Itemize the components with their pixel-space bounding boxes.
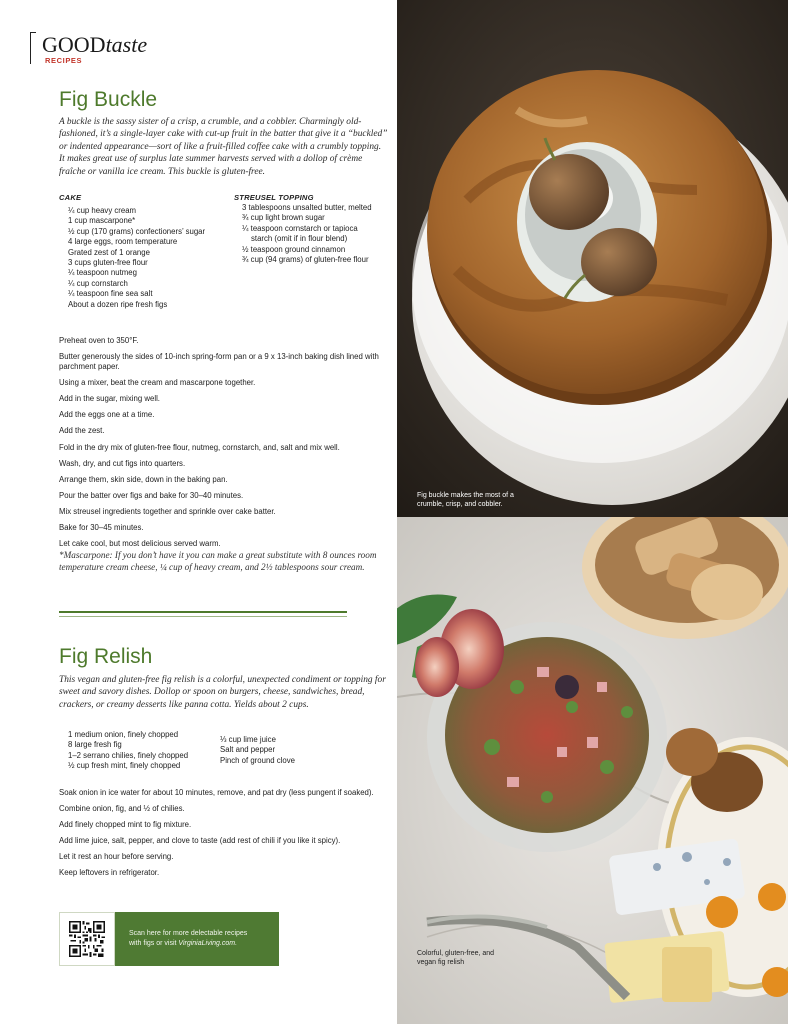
streusel-heading: STREUSEL TOPPING <box>234 193 314 202</box>
method-step: Soak onion in ice water for about 10 minutes, remove, and pat dry (less pungent if soaked). <box>59 788 374 797</box>
fig-buckle-illustration <box>397 0 788 517</box>
fig-relish-illustration <box>397 517 788 1024</box>
ingredient-item: ⅓ cup lime juice <box>220 735 276 744</box>
relish-ingredient-list-left <box>68 730 188 772</box>
method-step: Bake for 30–45 minutes. <box>59 523 144 533</box>
method-step: Keep leftovers in refrigerator. <box>59 868 160 878</box>
promo-text[interactable] <box>129 929 269 949</box>
relish-method <box>59 788 389 885</box>
ingredient-item: 3 cups gluten-free flour <box>68 258 148 268</box>
cake-heading: CAKE <box>59 193 82 202</box>
ingredient-item: ¼ teaspoon cornstarch or tapioca <box>242 223 358 233</box>
brand-upper: GOOD <box>42 32 106 57</box>
relish-title: Fig Relish <box>59 645 153 668</box>
promo-website-link[interactable]: VirginiaLiving.com. <box>178 940 238 947</box>
buckle-photo-caption: Fig buckle makes the most of a crumble, crisp, and cobbler. <box>417 492 514 509</box>
qr-code-frame[interactable] <box>59 912 115 966</box>
method-step: Add the zest. <box>59 426 105 436</box>
method-step: Add the eggs one at a time. <box>59 410 155 420</box>
relish-ingredient-list-right <box>220 735 295 766</box>
section-divider <box>59 611 347 613</box>
ingredient-item: Grated zest of 1 orange <box>68 247 150 257</box>
ingredient-item: Salt and pepper <box>220 745 276 755</box>
promo-line <box>129 939 269 949</box>
method-step: Let it rest an hour before serving. <box>59 852 174 862</box>
ingredient-item: About a dozen ripe fresh figs <box>68 299 168 309</box>
streusel-ingredient-list <box>242 203 372 265</box>
ingredient-item: ¼ cup cornstarch <box>68 278 128 288</box>
method-step: Mix streusel ingredients together and sprinkle over cake batter. <box>59 506 276 516</box>
ingredient-item: ¼ teaspoon nutmeg <box>68 268 137 278</box>
method-step: Let cake cool, but most delicious served warm. <box>59 539 221 549</box>
masthead-bracket <box>30 32 36 64</box>
method-step: Wash, dry, and cut figs into quarters. <box>59 458 186 468</box>
mascarpone-note: *Mascarpone: If you don’t have it you can make a great substitute with 8 ounces room temperature cream cheese, ¼ cup of heavy cream, and 2½ tablespoons sour cream. <box>59 550 377 572</box>
promo-banner[interactable] <box>115 912 279 966</box>
section-label: RECIPES <box>45 56 83 65</box>
ingredient-item: ¼ teaspoon fine sea salt <box>68 289 153 299</box>
relish-photo-caption: Colorful, gluten-free, and vegan fig relish <box>417 950 495 967</box>
method-step: Pour the batter over figs and bake for 30–40 minutes. <box>59 490 244 500</box>
promo-line: Scan here for more delectable recipes <box>129 930 248 937</box>
ingredient-item: ½ cup (170 grams) confectioners’ sugar <box>68 226 206 236</box>
buckle-method <box>59 336 389 555</box>
fig-relish-photo <box>397 517 788 1024</box>
ingredient-item: 1 cup mascarpone* <box>68 216 136 226</box>
fig-buckle-photo <box>397 0 788 517</box>
ingredient-item: ½ cup fresh mint, finely chopped <box>68 761 181 771</box>
qr-promo[interactable] <box>59 912 279 966</box>
magazine-brand <box>42 32 147 58</box>
qr-code-icon[interactable] <box>69 921 105 957</box>
cake-ingredient-list <box>68 206 205 310</box>
ingredient-item: 3 tablespoons unsalted butter, melted <box>242 203 372 212</box>
brand-italic: taste <box>105 32 148 57</box>
method-step: Using a mixer, beat the cream and mascarpone together. <box>59 378 256 388</box>
method-step: Add lime juice, salt, pepper, and clove to taste (add rest of chili if you like it spicy). <box>59 836 341 846</box>
ingredient-item: 1–2 serrano chilies, finely chopped <box>68 750 189 760</box>
ingredient-item: 1 medium onion, finely chopped <box>68 730 179 739</box>
ingredient-item: ¾ cup (94 grams) of gluten-free flour <box>242 255 369 265</box>
promo-line-prefix: with figs or visit <box>129 940 179 947</box>
ingredient-item: 4 large eggs, room temperature <box>68 237 178 247</box>
method-step: Add in the sugar, mixing well. <box>59 394 160 404</box>
ingredient-item: 8 large fresh fig <box>68 740 122 750</box>
ingredient-item: starch (omit if in flour blend) <box>251 234 348 244</box>
section-divider-thin <box>59 616 347 617</box>
ingredient-item: ½ teaspoon ground cinnamon <box>242 244 346 254</box>
method-step: Fold in the dry mix of gluten-free flour, nutmeg, cornstarch, and, salt and mix well. <box>59 442 340 452</box>
method-step: Combine onion, fig, and ½ of chilies. <box>59 804 185 814</box>
relish-intro: This vegan and gluten-free fig relish is a colorful, unexpected condiment or topping for sweet and savory dishes. Dollop or spoon on burgers, cheese, sandwiches, bread, crackers, or creamy desserts like panna cotta. Yields about 2 cups. <box>59 675 386 710</box>
method-step: Add finely chopped mint to fig mixture. <box>59 820 192 830</box>
method-step: Arrange them, skin side, down in the baking pan. <box>59 474 228 484</box>
ingredient-item: ¾ cup light brown sugar <box>242 213 325 223</box>
ingredient-item: Pinch of ground clove <box>220 755 295 765</box>
buckle-intro: A buckle is the sassy sister of a crisp, a crumble, and a cobbler. Charmingly old-fashioned, it’s a single-layer cake with cut-up fruit in the batter that give it a “buckled” or indented appearance—sort of like a fruit-filled coffee cake with a crumbly topping. It makes great use of surplus late summer harvests served with a dollop of crème fraîche or vanilla ice cream. This buckle is gluten-free. <box>59 117 388 177</box>
buckle-title: Fig Buckle <box>59 88 158 111</box>
method-step: Preheat oven to 350°F. <box>59 336 139 345</box>
ingredient-item: ¼ cup heavy cream <box>68 206 137 215</box>
method-step: Butter generously the sides of 10-inch spring-form pan or a 9 x 13-inch baking dish lined with parchment paper. <box>59 352 379 372</box>
